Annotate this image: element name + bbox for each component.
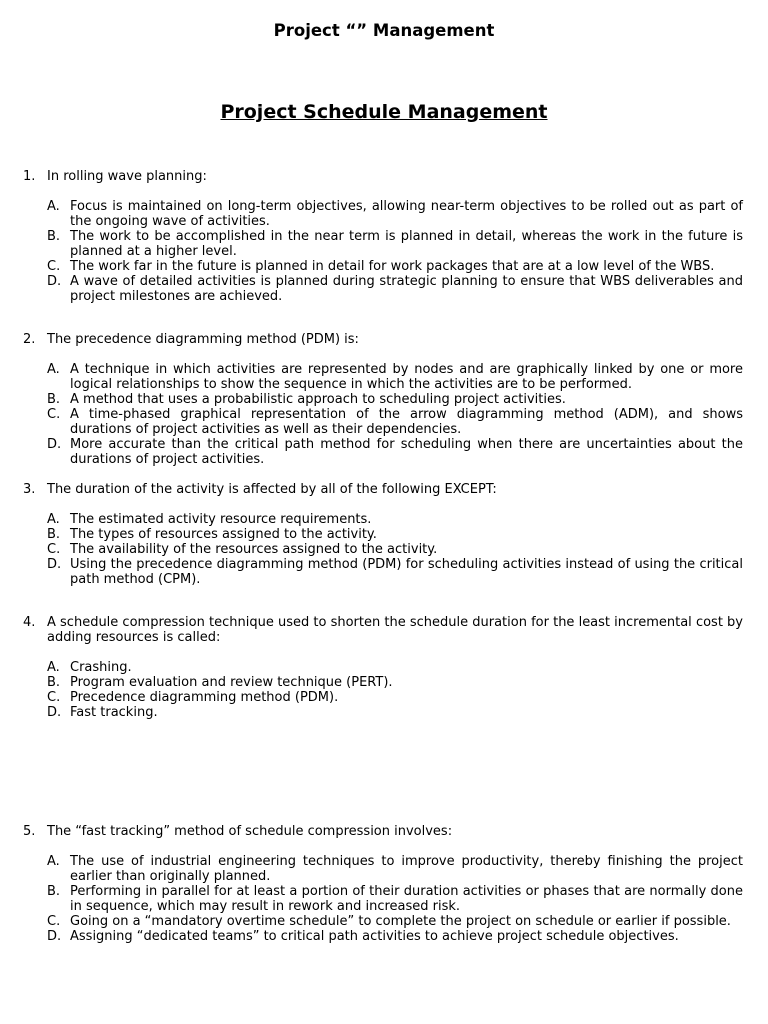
option-letter: A.: [47, 660, 60, 675]
question-3: [0, 482, 768, 587]
option-letter: A.: [47, 362, 60, 377]
question-number: 3.: [23, 482, 36, 497]
option-text: Crashing.: [70, 660, 132, 675]
option-letter: B.: [47, 527, 61, 542]
option-a: [0, 199, 768, 229]
header-title: Project “” Management: [273, 21, 495, 40]
answer-options: [0, 854, 768, 944]
option-b: [0, 392, 768, 407]
option-text: Focus is maintained on long-term objectives, allowing near-term objectives to be rolled out as part of the ongoing wave of activities.: [70, 199, 743, 229]
option-letter: D.: [47, 437, 62, 452]
option-letter: C.: [47, 259, 61, 274]
question-number: 2.: [23, 332, 36, 347]
option-letter: B.: [47, 229, 61, 244]
option-text: Assigning “dedicated teams” to critical path activities to achieve project schedule objectives.: [70, 929, 679, 944]
option-c: [0, 914, 768, 929]
option-text: Program evaluation and review technique (PERT).: [70, 675, 393, 690]
option-text: The types of resources assigned to the activity.: [70, 527, 377, 542]
option-d: [0, 274, 768, 304]
option-d: [0, 437, 768, 467]
question-5: [0, 824, 768, 944]
question-text: The “fast tracking” method of schedule compression involves:: [47, 824, 453, 839]
option-text: Using the precedence diagramming method (PDM) for scheduling activities instead of using the critical path method (CPM).: [70, 557, 743, 587]
question-number: 5.: [23, 824, 36, 839]
option-letter: B.: [47, 675, 61, 690]
question-text: A schedule compression technique used to shorten the schedule duration for the least incremental cost by adding resources is called:: [47, 615, 743, 645]
option-text: The use of industrial engineering techniques to improve productivity, thereby finishing the project earlier than originally planned.: [70, 854, 743, 884]
question-2: [0, 332, 768, 467]
question-text: The duration of the activity is affected by all of the following EXCEPT:: [47, 482, 497, 497]
option-letter: B.: [47, 392, 61, 407]
option-c: [0, 690, 768, 705]
option-text: The work far in the future is planned in detail for work packages that are at a low level of the WBS.: [70, 259, 715, 274]
option-text: The estimated activity resource requirements.: [70, 512, 372, 527]
option-text: More accurate than the critical path method for scheduling when there are uncertainties about the durations of project activities.: [70, 437, 743, 467]
option-letter: D.: [47, 929, 62, 944]
option-b: [0, 675, 768, 690]
option-text: Going on a “mandatory overtime schedule” to complete the project on schedule or earlier if possible.: [70, 914, 731, 929]
option-a: [0, 660, 768, 675]
option-c: [0, 259, 768, 274]
option-text: The availability of the resources assigned to the activity.: [70, 542, 438, 557]
answer-options: [0, 199, 768, 304]
option-letter: C.: [47, 690, 61, 705]
question-text: In rolling wave planning:: [47, 169, 207, 184]
option-text: A technique in which activities are represented by nodes and are graphically linked by one or more logical relationships to show the sequence in which the activities are to be performed.: [70, 362, 743, 392]
option-letter: A.: [47, 512, 60, 527]
option-text: Precedence diagramming method (PDM).: [70, 690, 339, 705]
option-letter: C.: [47, 914, 61, 929]
question-number: 4.: [23, 615, 36, 630]
option-c: [0, 542, 768, 557]
option-c: [0, 407, 768, 437]
option-letter: D.: [47, 274, 62, 289]
option-letter: D.: [47, 705, 62, 720]
question-4: [0, 615, 768, 720]
option-text: A method that uses a probabilistic approach to scheduling project activities.: [70, 392, 566, 407]
option-letter: A.: [47, 199, 60, 214]
option-text: A wave of detailed activities is planned during strategic planning to ensure that WBS deliverables and project milestones are achieved.: [70, 274, 743, 304]
option-a: [0, 512, 768, 527]
answer-options: [0, 362, 768, 467]
option-text: The work to be accomplished in the near term is planned in detail, whereas the work in the future is planned at a higher level.: [70, 229, 743, 259]
option-a: [0, 362, 768, 392]
option-text: Performing in parallel for at least a portion of their duration activities or phases that are normally done in sequence, which may result in rework and increased risk.: [70, 884, 743, 914]
answer-options: [0, 660, 768, 720]
option-letter: C.: [47, 542, 61, 557]
question-text: The precedence diagramming method (PDM) is:: [47, 332, 359, 347]
option-d: [0, 929, 768, 944]
option-letter: B.: [47, 884, 61, 899]
document-title: Project Schedule Management: [220, 101, 548, 123]
question-1: [0, 169, 768, 304]
option-text: Fast tracking.: [70, 705, 158, 720]
option-d: [0, 705, 768, 720]
option-a: [0, 854, 768, 884]
option-b: [0, 527, 768, 542]
option-text: A time-phased graphical representation of the arrow diagramming method (ADM), and shows durations of project activities as well as their dependencies.: [70, 407, 743, 437]
option-b: [0, 884, 768, 914]
option-letter: A.: [47, 854, 60, 869]
option-d: [0, 557, 768, 587]
option-b: [0, 229, 768, 259]
option-letter: C.: [47, 407, 61, 422]
question-number: 1.: [23, 169, 36, 184]
answer-options: [0, 512, 768, 587]
option-letter: D.: [47, 557, 62, 572]
